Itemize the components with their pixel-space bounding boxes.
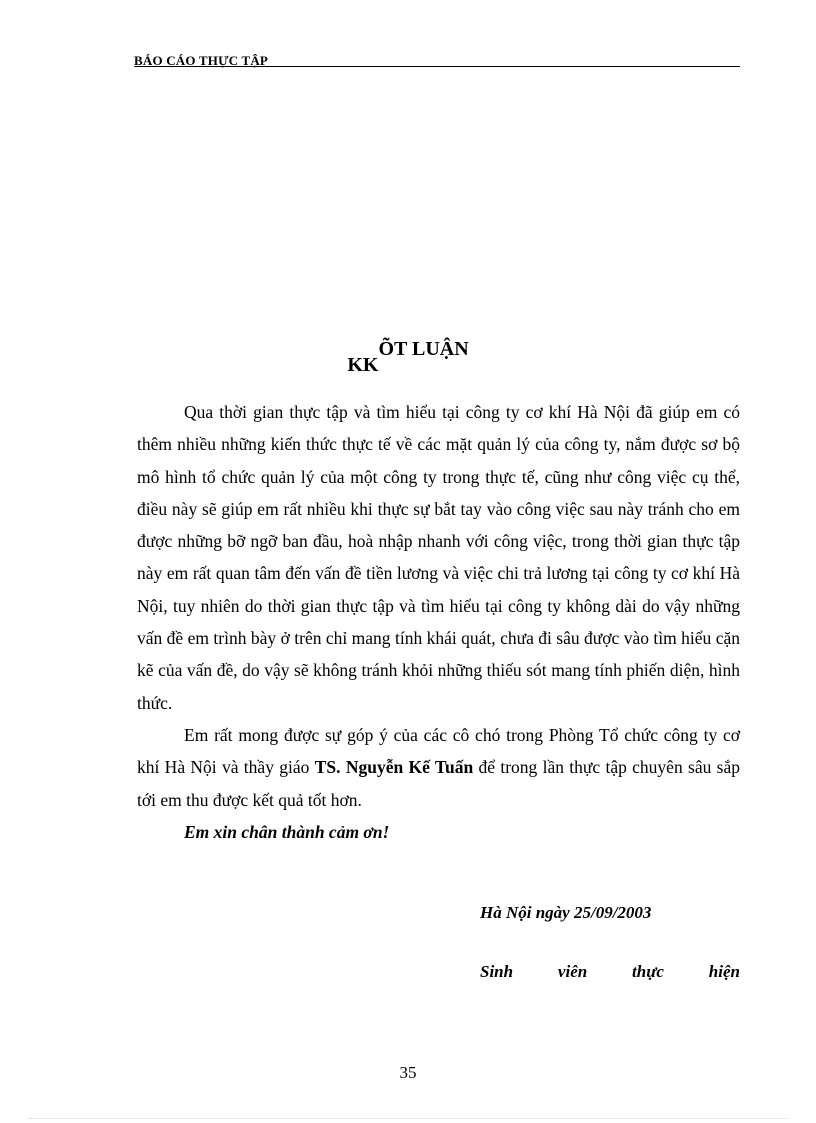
signature-date: Hà Nội ngày 25/09/2003	[480, 903, 652, 922]
page-bottom-divider	[28, 1118, 788, 1119]
page-title	[0, 338, 816, 376]
body-text	[137, 396, 740, 848]
signature-word-1: Sinh	[480, 962, 514, 981]
thanks-line: Em xin chân thành cảm ơn!	[184, 821, 390, 842]
signature-word-3: thực	[632, 962, 664, 981]
signature-line	[480, 962, 740, 982]
page-header	[134, 50, 740, 67]
header-title: BÁO CÁO THỰC TẬP	[134, 53, 269, 68]
advisor-name: TS. Nguyễn Kế Tuấn	[314, 757, 474, 778]
title-part-2: ÕT LUẬN	[378, 338, 469, 360]
signature-word-4: hiện	[708, 962, 740, 981]
page-number: 35	[399, 1063, 417, 1082]
title-part-1: KK	[347, 354, 379, 376]
signature-word-2: viên	[557, 962, 588, 981]
paragraph-2	[137, 719, 740, 816]
paragraph-1: Qua thời gian thực tập và tìm hiểu tại công ty cơ khí Hà Nội đã giúp em có thêm nhiều những kiến thức thực tế về các mặt quản lý của công ty, nắm được sơ bộ mô hình tổ chức quản lý của một công ty trong thực tế, cũng như công việc cụ thể, điều này sẽ giúp em rất nhiều khi thực sự bắt tay vào công việc sau này tránh cho em được những bỡ ngỡ ban đầu, hoà nhập nhanh với công việc, trong thời gian thực tập này em rất quan tâm đến vấn đề tiền lương và việc chi trả lương tại công ty cơ khí Hà Nội, tuy nhiên do thời gian thực tập và tìm hiểu tại công ty không dài do vậy những vấn đề em trình bày ở trên chỉ mang tính khái quát, chưa đi sâu được vào tìm hiểu cặn kẽ của vấn đề, do vậy sẽ không tránh khỏi những thiếu sót mang tính phiến diện, hình thức.	[137, 402, 740, 713]
paragraph-2-end: để trong lần thực tập chuyên sâu sắp tới em thu được kết quả tốt hơn.	[137, 757, 740, 810]
paragraph-2-start: Em rất mong được sự góp ý của các cô chó trong Phòng Tổ chức công ty cơ khí Hà Nội và thầy giáo	[137, 724, 740, 778]
